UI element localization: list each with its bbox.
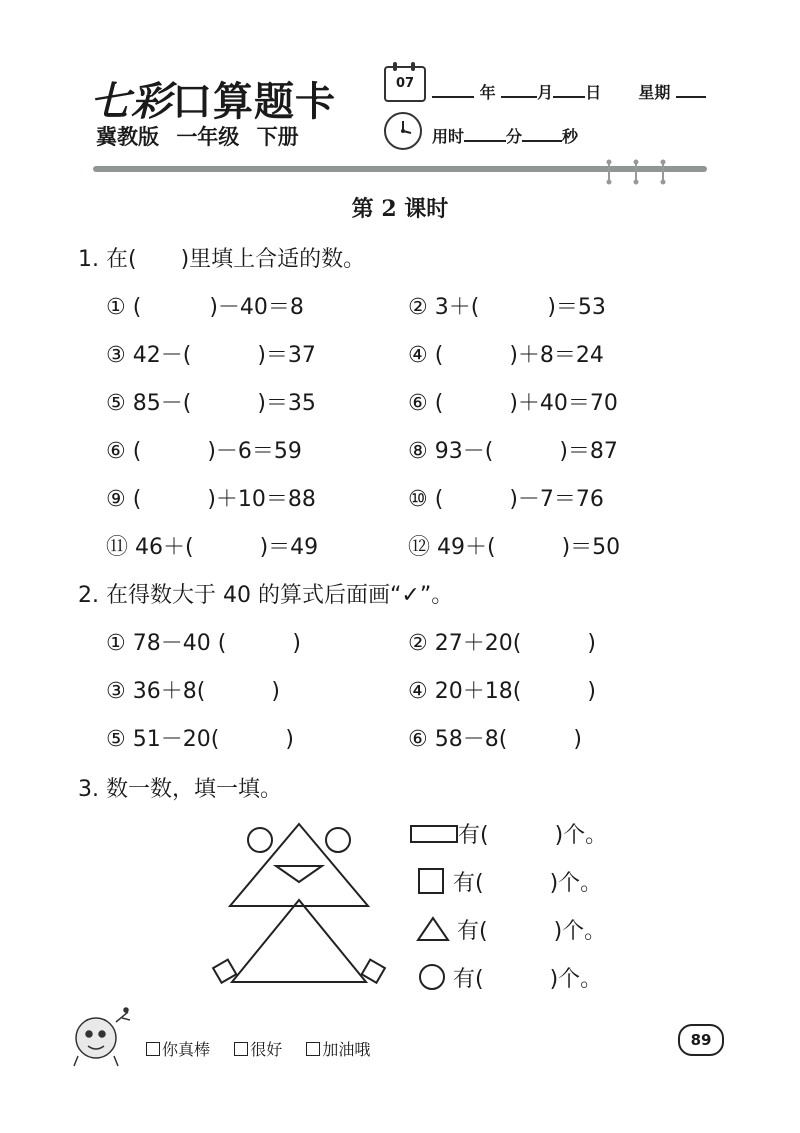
- rating-checkbox-good[interactable]: [234, 1042, 248, 1056]
- month-label: 月: [537, 83, 554, 102]
- q2-item: [408, 722, 582, 753]
- calendar-day: 07: [395, 76, 415, 91]
- expr-suffix: )＝35: [257, 391, 316, 416]
- year-label: 年: [479, 83, 496, 102]
- expr-prefix: 93－(: [434, 439, 494, 464]
- expr-prefix: 42－(: [132, 343, 192, 368]
- expr-prefix: (: [434, 343, 444, 368]
- binder-peg-icon: [633, 159, 639, 185]
- expression: 20＋18: [434, 679, 513, 704]
- expr-prefix: 46＋(: [135, 535, 194, 560]
- rating-label: 很好: [250, 1040, 283, 1059]
- legend-text: 有( )个。: [453, 871, 603, 896]
- q2-item: [106, 674, 280, 705]
- month-blank[interactable]: [501, 82, 537, 98]
- binder-peg-icon: [606, 159, 612, 185]
- item-number: ⑤: [106, 727, 126, 752]
- brand-title-part-a: 七彩: [90, 78, 172, 125]
- q2-item: [408, 674, 596, 705]
- date-fields: [432, 80, 706, 103]
- q1-item: [408, 290, 606, 321]
- expr-suffix: )＋10＝88: [207, 487, 316, 512]
- expr-suffix: )＋40＝70: [509, 391, 618, 416]
- item-number: ①: [106, 295, 126, 320]
- question-3-title: 3. 数一数，填一填。: [78, 777, 282, 802]
- item-number: ⑥: [408, 391, 428, 416]
- q1-item: [106, 482, 316, 513]
- legend-text: 有( )个。: [458, 823, 608, 848]
- expression: 51－20: [132, 727, 211, 752]
- q1-item: [106, 530, 318, 561]
- expr-suffix: )－6＝59: [207, 439, 302, 464]
- item-number: ④: [408, 679, 428, 704]
- q2-item: [106, 722, 294, 753]
- expr-suffix: )－7＝76: [509, 487, 604, 512]
- mascot-icon: [70, 1006, 134, 1068]
- q1-item: [408, 482, 604, 513]
- legend-row: [410, 818, 607, 849]
- item-number: ②: [408, 295, 428, 320]
- brand-title-part-b: 口算题卡: [172, 78, 336, 125]
- expr-prefix: (: [132, 487, 142, 512]
- triangle-icon: [416, 916, 450, 942]
- expr-prefix: (: [434, 487, 444, 512]
- rectangle-icon: [410, 823, 458, 845]
- check-blank[interactable]: ( ): [498, 727, 582, 752]
- expr-suffix: )＝53: [547, 295, 606, 320]
- figure-square-left: [213, 960, 236, 983]
- minute-label: 分: [506, 127, 523, 146]
- item-number: ④: [408, 343, 428, 368]
- figure-circle-right: [326, 828, 350, 852]
- figure-triangle-body: [232, 900, 366, 982]
- legend-row: [418, 866, 602, 897]
- lesson-title: 第 2 课时: [351, 196, 449, 222]
- rating-checkbox-great[interactable]: [146, 1042, 160, 1056]
- header-divider: [93, 166, 707, 172]
- check-blank[interactable]: ( ): [512, 631, 596, 656]
- weekday-label: 星期: [638, 83, 671, 102]
- rating-label: 加油哦: [322, 1040, 371, 1059]
- item-number: ①: [106, 631, 126, 656]
- figure-triangle-mouth: [276, 866, 322, 882]
- day-label: 日: [585, 83, 602, 102]
- binder-peg-icon: [660, 159, 666, 185]
- expr-prefix: (: [434, 391, 444, 416]
- q1-item: [408, 386, 618, 417]
- rating-checkbox-keep-going[interactable]: [306, 1042, 320, 1056]
- expression: 78－40: [132, 631, 211, 656]
- item-number: ⑥: [106, 439, 126, 464]
- square-icon: [418, 868, 446, 894]
- expr-suffix: )－40＝8: [209, 295, 304, 320]
- self-evaluation: [146, 1037, 370, 1060]
- circle-icon: [418, 963, 446, 991]
- check-blank[interactable]: ( ): [512, 679, 596, 704]
- check-blank[interactable]: ( ): [196, 679, 280, 704]
- item-number: ⑨: [106, 487, 126, 512]
- expression: 27＋20: [434, 631, 513, 656]
- item-number: ⑧: [408, 439, 428, 464]
- grade-label: 一年级: [176, 125, 240, 149]
- q1-item: [408, 530, 620, 561]
- shape-figure: [210, 818, 390, 988]
- item-number: ③: [106, 679, 126, 704]
- expr-suffix: )＋8＝24: [509, 343, 604, 368]
- expression: 36＋8: [132, 679, 197, 704]
- q1-item: [106, 338, 316, 369]
- time-fields: [432, 124, 578, 147]
- legend-row: [416, 914, 606, 945]
- expression: 58－8: [434, 727, 499, 752]
- item-number: ⑥: [408, 727, 428, 752]
- second-label: 秒: [562, 127, 579, 146]
- q1-item: [106, 290, 304, 321]
- question-2-title: [78, 578, 453, 609]
- day-blank[interactable]: [553, 82, 585, 98]
- clock-icon: [384, 112, 422, 150]
- item-number: ⑫: [408, 535, 431, 560]
- q1-item: [106, 434, 302, 465]
- q1-item: [408, 434, 618, 465]
- item-number: ⑩: [408, 487, 428, 512]
- expr-prefix: 3＋(: [434, 295, 480, 320]
- minute-blank[interactable]: [464, 126, 506, 142]
- figure-square-right: [362, 960, 385, 983]
- q2-title-text: 2. 在得数大于 40 的算式后面画“: [78, 583, 402, 608]
- question-1-title: 1. 在( )里填上合适的数。: [78, 247, 366, 272]
- q2-title-end: ”。: [419, 583, 454, 608]
- legend-row: [418, 962, 602, 993]
- item-number: ⑤: [106, 391, 126, 416]
- checkmark-icon: ✓: [401, 583, 420, 608]
- expr-suffix: )＝37: [257, 343, 316, 368]
- legend-text: 有( )个。: [453, 967, 603, 992]
- edition-label: 冀教版: [96, 125, 159, 149]
- expr-suffix: )＝50: [561, 535, 621, 560]
- time-label: 用时: [432, 127, 465, 146]
- q1-item: [106, 386, 316, 417]
- item-number: ③: [106, 343, 126, 368]
- expr-prefix: (: [132, 439, 142, 464]
- expr-prefix: (: [132, 295, 142, 320]
- page-number: 89: [678, 1024, 724, 1056]
- q2-item: [106, 626, 301, 657]
- rating-label: 你真棒: [162, 1040, 211, 1059]
- q1-item: [408, 338, 604, 369]
- q2-item: [408, 626, 596, 657]
- figure-circle-left: [248, 828, 272, 852]
- item-number: ②: [408, 631, 428, 656]
- expr-suffix: )＝49: [259, 535, 319, 560]
- second-blank[interactable]: [522, 126, 562, 142]
- expr-prefix: 49＋(: [437, 535, 496, 560]
- book-subtitle: [96, 121, 299, 151]
- check-blank[interactable]: ( ): [210, 727, 294, 752]
- expr-prefix: 85－(: [132, 391, 192, 416]
- item-number: ⑪: [106, 535, 129, 560]
- year-blank[interactable]: [432, 82, 474, 98]
- expr-suffix: )＝87: [559, 439, 618, 464]
- brand-title: [90, 70, 336, 127]
- calendar-icon: [384, 66, 426, 102]
- weekday-blank[interactable]: [676, 82, 706, 98]
- check-blank[interactable]: ( ): [217, 631, 301, 656]
- volume-label: 下册: [256, 125, 299, 149]
- legend-text: 有( )个。: [457, 919, 607, 944]
